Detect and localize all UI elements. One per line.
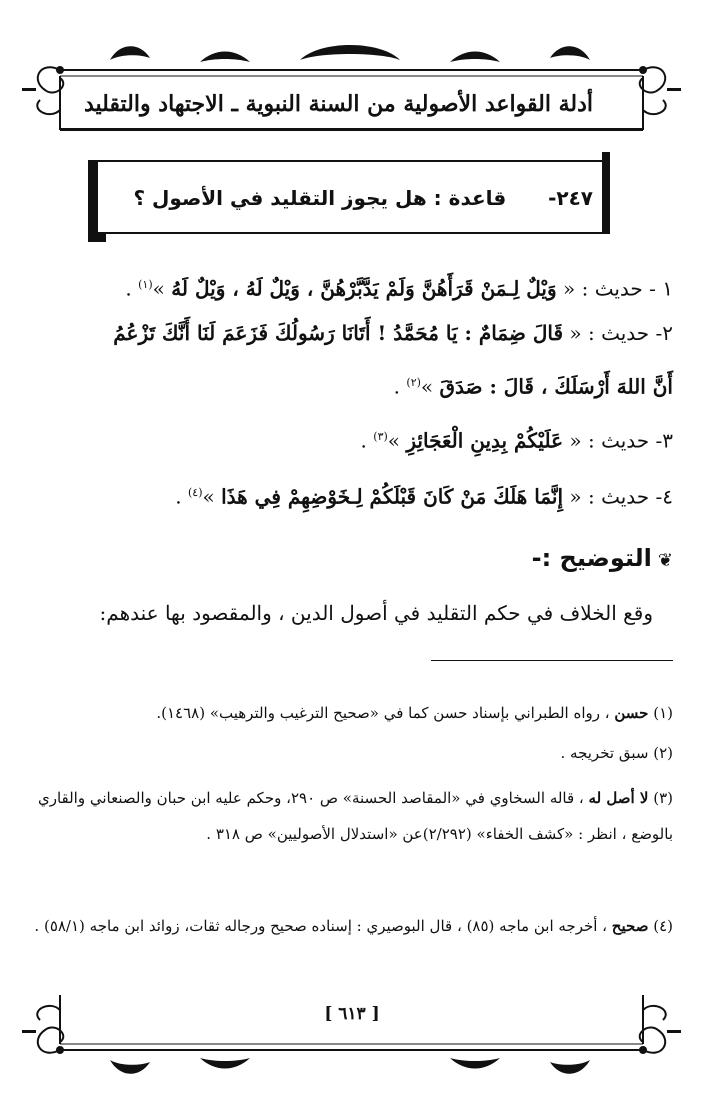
hadith-end: . xyxy=(125,276,139,301)
footnote-mark: (١) xyxy=(653,704,673,722)
top-ornament xyxy=(0,30,703,140)
hadith-text: قَالَ ضِمَامٌ : يَا مُحَمَّدُ ! أَتَانَا رَسُولُكَ فَزَعَمَ لَنَا أَنَّكَ تَزْعُمُ xyxy=(113,321,564,345)
hadith-suffix: » xyxy=(387,428,407,453)
hadith-text: عَلَيْكُمْ بِدِينِ الْعَجَائِزِ xyxy=(406,428,564,453)
footnote-grade: صحيح xyxy=(611,917,649,935)
footnote-grade: حسن xyxy=(614,704,649,722)
footnote-text: سبق تخريجه . xyxy=(560,744,649,762)
footnote-ref: (٤) xyxy=(188,486,203,499)
footnote-mark: (٤) xyxy=(653,917,673,935)
rule-label: قاعدة : xyxy=(433,186,507,210)
rule-number: ٢٤٧- xyxy=(548,186,593,210)
hadith-2 xyxy=(30,316,673,350)
rule-heading xyxy=(110,178,593,218)
hadith-2-continued xyxy=(30,366,673,404)
footnote-divider xyxy=(431,660,673,661)
hadith-3 xyxy=(30,420,673,458)
hadith-4 xyxy=(30,476,673,514)
footnote-mark: (٢) xyxy=(653,744,673,762)
hadith-prefix: ٣- حديث : « xyxy=(563,428,673,453)
rule-title: هل يجوز التقليد في الأصول ؟ xyxy=(133,186,427,210)
hadith-suffix: » xyxy=(202,484,222,509)
footnote-3 xyxy=(28,780,673,852)
section-heading xyxy=(532,540,673,579)
footnote-ref: (٢) xyxy=(406,376,421,389)
hadith-1 xyxy=(30,268,673,306)
hadith-text: إِنَّمَا هَلَكَ مَنْ كَانَ قَبْلَكُمْ لِـخَوْضِهِمْ فِي هَذَا xyxy=(221,484,564,509)
running-head: أدلة القواعد الأصولية من السنة النبوية ـ الاجتهاد والتقليد xyxy=(83,91,593,117)
header-divider xyxy=(60,128,643,131)
section-title: التوضيح :- xyxy=(531,544,652,572)
hadith-end: . xyxy=(360,428,374,453)
hadith-end: . xyxy=(393,374,407,399)
hadith-suffix: » xyxy=(420,374,440,399)
footnote-1 xyxy=(28,698,673,728)
footnote-mark: (٣) xyxy=(653,789,673,807)
hadith-prefix: ١ - حديث : « xyxy=(556,276,673,301)
footnote-text: ، رواه الطبراني بإسناد حسن كما في «صحيح الترغيب والترهيب» (١٤٦٨). xyxy=(156,704,615,722)
page-number: [ ٦١٣ ] xyxy=(324,1004,380,1024)
ornament-icon: ❦ xyxy=(657,550,673,571)
body-paragraph: وقع الخلاف في حكم التقليد في أصول الدين ، والمقصود بها عندهم: xyxy=(99,601,653,625)
hadith-prefix: ٢- حديث : « xyxy=(563,321,673,345)
footnote-4 xyxy=(28,908,673,944)
hadith-text: أَنَّ اللهَ أَرْسَلَكَ ، قَالَ : صَدَقَ xyxy=(439,374,673,399)
footnote-text: ، قاله السخاوي في «المقاصد الحسنة» ص ٢٩٠، وحكم عليه ابن حبان والصنعاني والقاري بالوضع ، انظر : «كشف الخفاء» (٢/٢٩٢)عن «استدلال الأصوليين» ص ٣١٨ . xyxy=(37,789,673,843)
hadith-prefix: ٤- حديث : « xyxy=(563,484,673,509)
footnote-ref: (١) xyxy=(138,278,153,291)
hadith-text: وَيْلٌ لِـمَنْ قَرَأَهُنَّ وَلَمْ يَدَّبَّرْهُنَّ ، وَيْلٌ لَهُ ، وَيْلٌ لَهُ xyxy=(171,276,557,301)
hadith-suffix: » xyxy=(152,276,172,301)
footnote-text: ، أخرجه ابن ماجه (٨٥) ، قال البوصيري : إسناده صحيح ورجاله ثقات، زوائد ابن ماجه (٥٨/١) . xyxy=(34,917,612,935)
hadith-end: . xyxy=(175,484,188,509)
footnote-2 xyxy=(28,738,673,768)
footnote-grade: لا أصل له xyxy=(588,789,649,807)
footnote-ref: (٣) xyxy=(373,430,388,443)
